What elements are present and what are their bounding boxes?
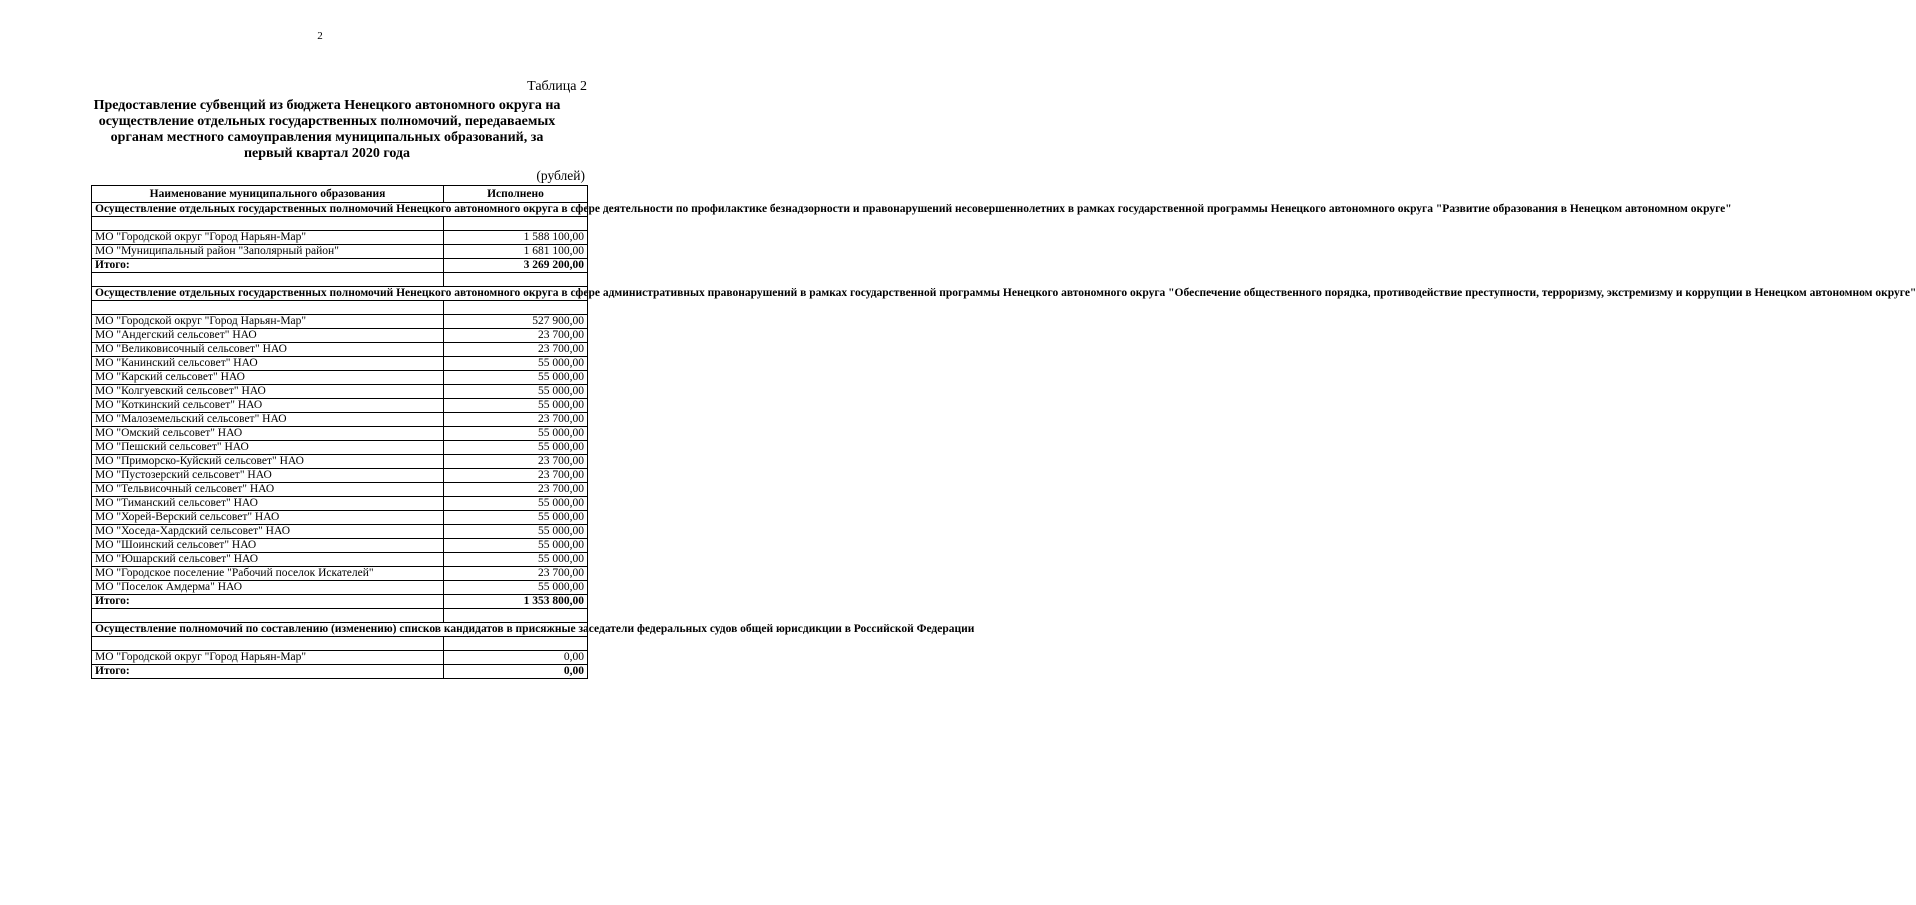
executed-amount: 55 000,00 <box>444 357 588 371</box>
table-label: Таблица 2 <box>527 79 587 94</box>
table-row <box>92 455 588 469</box>
table-row <box>92 441 588 455</box>
executed-amount: 23 700,00 <box>444 483 588 497</box>
spacer-cell <box>92 301 444 315</box>
table-row <box>92 245 588 259</box>
spacer-cell <box>444 217 588 231</box>
spacer-row <box>92 301 588 315</box>
table-row <box>92 553 588 567</box>
executed-amount: 23 700,00 <box>444 329 588 343</box>
total-row <box>92 665 588 679</box>
total-row <box>92 595 588 609</box>
spacer-cell <box>444 273 588 287</box>
executed-amount: 0,00 <box>444 651 588 665</box>
municipality-name: МО "Пустозерский сельсовет" НАО <box>92 469 444 483</box>
spacer-cell <box>92 273 444 287</box>
municipality-name: МО "Городское поселение "Рабочий поселок Искателей" <box>92 567 444 581</box>
total-amount: 1 353 800,00 <box>444 595 588 609</box>
units-label: (рублей) <box>536 168 585 183</box>
table-row <box>92 511 588 525</box>
table-row <box>92 413 588 427</box>
total-row <box>92 259 588 273</box>
municipality-name: МО "Карский сельсовет" НАО <box>92 371 444 385</box>
table-row <box>92 497 588 511</box>
total-amount: 0,00 <box>444 665 588 679</box>
municipality-name: МО "Андегский сельсовет" НАО <box>92 329 444 343</box>
table-row <box>92 525 588 539</box>
table-row <box>92 427 588 441</box>
municipality-name: МО "Коткинский сельсовет" НАО <box>92 399 444 413</box>
table-row <box>92 483 588 497</box>
executed-amount: 23 700,00 <box>444 469 588 483</box>
municipality-name: МО "Хорей-Верский сельсовет" НАО <box>92 511 444 525</box>
municipality-name: МО "Шоинский сельсовет" НАО <box>92 539 444 553</box>
page-number: 2 <box>317 30 323 42</box>
executed-amount: 55 000,00 <box>444 581 588 595</box>
municipality-name: МО "Колгуевский сельсовет" НАО <box>92 385 444 399</box>
executed-amount: 527 900,00 <box>444 315 588 329</box>
table-row <box>92 399 588 413</box>
header-name: Наименование муниципального образования <box>92 186 444 203</box>
executed-amount: 55 000,00 <box>444 441 588 455</box>
section-title-row <box>92 287 588 301</box>
executed-amount: 55 000,00 <box>444 427 588 441</box>
municipality-name: МО "Юшарский сельсовет" НАО <box>92 553 444 567</box>
spacer-cell <box>444 301 588 315</box>
spacer-cell <box>92 217 444 231</box>
table-row <box>92 539 588 553</box>
municipality-name: МО "Городской округ "Город Нарьян-Мар" <box>92 651 444 665</box>
table-row <box>92 315 588 329</box>
municipality-name: МО "Муниципальный район "Заполярный район" <box>92 245 444 259</box>
municipality-name: МО "Великовисочный сельсовет" НАО <box>92 343 444 357</box>
executed-amount: 55 000,00 <box>444 399 588 413</box>
municipality-name: МО "Омский сельсовет" НАО <box>92 427 444 441</box>
municipality-name: МО "Поселок Амдерма" НАО <box>92 581 444 595</box>
executed-amount: 55 000,00 <box>444 385 588 399</box>
table-body <box>92 203 1916 679</box>
total-label: Итого: <box>92 665 444 679</box>
section-title-row <box>92 623 588 637</box>
section-title: Осуществление отдельных государственных полномочий Ненецкого автономного округа в сфере административных правонарушений в рамках государственной программы Ненецкого автономного округа "Обеспечение общественного порядка, противодействие преступности, терроризму, экстремизму и коррупции в Ненецком автономном округе" <box>92 287 588 301</box>
municipality-name: МО "Городской округ "Город Нарьян-Мар" <box>92 231 444 245</box>
executed-amount: 1 681 100,00 <box>444 245 588 259</box>
table-row <box>92 329 588 343</box>
section-title-row <box>92 203 588 217</box>
municipality-name: МО "Малоземельский сельсовет" НАО <box>92 413 444 427</box>
municipality-name: МО "Пешский сельсовет" НАО <box>92 441 444 455</box>
table-row <box>92 469 588 483</box>
executed-amount: 1 588 100,00 <box>444 231 588 245</box>
municipality-name: МО "Хоседа-Хардский сельсовет" НАО <box>92 525 444 539</box>
municipality-name: МО "Тиманский сельсовет" НАО <box>92 497 444 511</box>
executed-amount: 55 000,00 <box>444 371 588 385</box>
spacer-row <box>92 609 588 623</box>
municipality-name: МО "Тельвисочный сельсовет" НАО <box>92 483 444 497</box>
executed-amount: 55 000,00 <box>444 539 588 553</box>
spacer-row <box>92 273 588 287</box>
executed-amount: 23 700,00 <box>444 455 588 469</box>
municipality-name: МО "Канинский сельсовет" НАО <box>92 357 444 371</box>
municipality-name: МО "Городской округ "Город Нарьян-Мар" <box>92 315 444 329</box>
municipality-name: МО "Приморско-Куйский сельсовет" НАО <box>92 455 444 469</box>
subvention-table <box>91 185 1916 679</box>
section-title: Осуществление отдельных государственных полномочий Ненецкого автономного округа в сфере деятельности по профилактике безнадзорности и правонарушений несовершеннолетних в рамках государственной программы Ненецкого автономного округа "Развитие образования в Ненецком автономном округе" <box>92 203 588 217</box>
spacer-cell <box>92 609 444 623</box>
section-title: Осуществление полномочий по составлению (изменению) списков кандидатов в присяжные заседатели федеральных судов общей юрисдикции в Российской Федерации <box>92 623 588 637</box>
total-amount: 3 269 200,00 <box>444 259 588 273</box>
executed-amount: 55 000,00 <box>444 553 588 567</box>
table-row <box>92 651 588 665</box>
table-row <box>92 385 588 399</box>
table-row <box>92 567 588 581</box>
table-row <box>92 231 588 245</box>
spacer-cell <box>92 637 444 651</box>
table-row <box>92 371 588 385</box>
table-header-row <box>92 186 588 203</box>
executed-amount: 55 000,00 <box>444 525 588 539</box>
executed-amount: 55 000,00 <box>444 511 588 525</box>
spacer-cell <box>444 637 588 651</box>
executed-amount: 23 700,00 <box>444 343 588 357</box>
document-title: Предоставление субвенций из бюджета Ненецкого автономного округа на осуществление отдельных государственных полномочий, передаваемых органам местного самоуправления муниципальных образований, за первый квартал 2020 года <box>93 98 561 161</box>
table-row <box>92 343 588 357</box>
spacer-row <box>92 217 588 231</box>
header-value: Исполнено <box>444 186 588 203</box>
executed-amount: 23 700,00 <box>444 567 588 581</box>
executed-amount: 55 000,00 <box>444 497 588 511</box>
table-row <box>92 581 588 595</box>
total-label: Итого: <box>92 595 444 609</box>
table-row <box>92 357 588 371</box>
spacer-cell <box>444 609 588 623</box>
spacer-row <box>92 637 588 651</box>
executed-amount: 23 700,00 <box>444 413 588 427</box>
total-label: Итого: <box>92 259 444 273</box>
